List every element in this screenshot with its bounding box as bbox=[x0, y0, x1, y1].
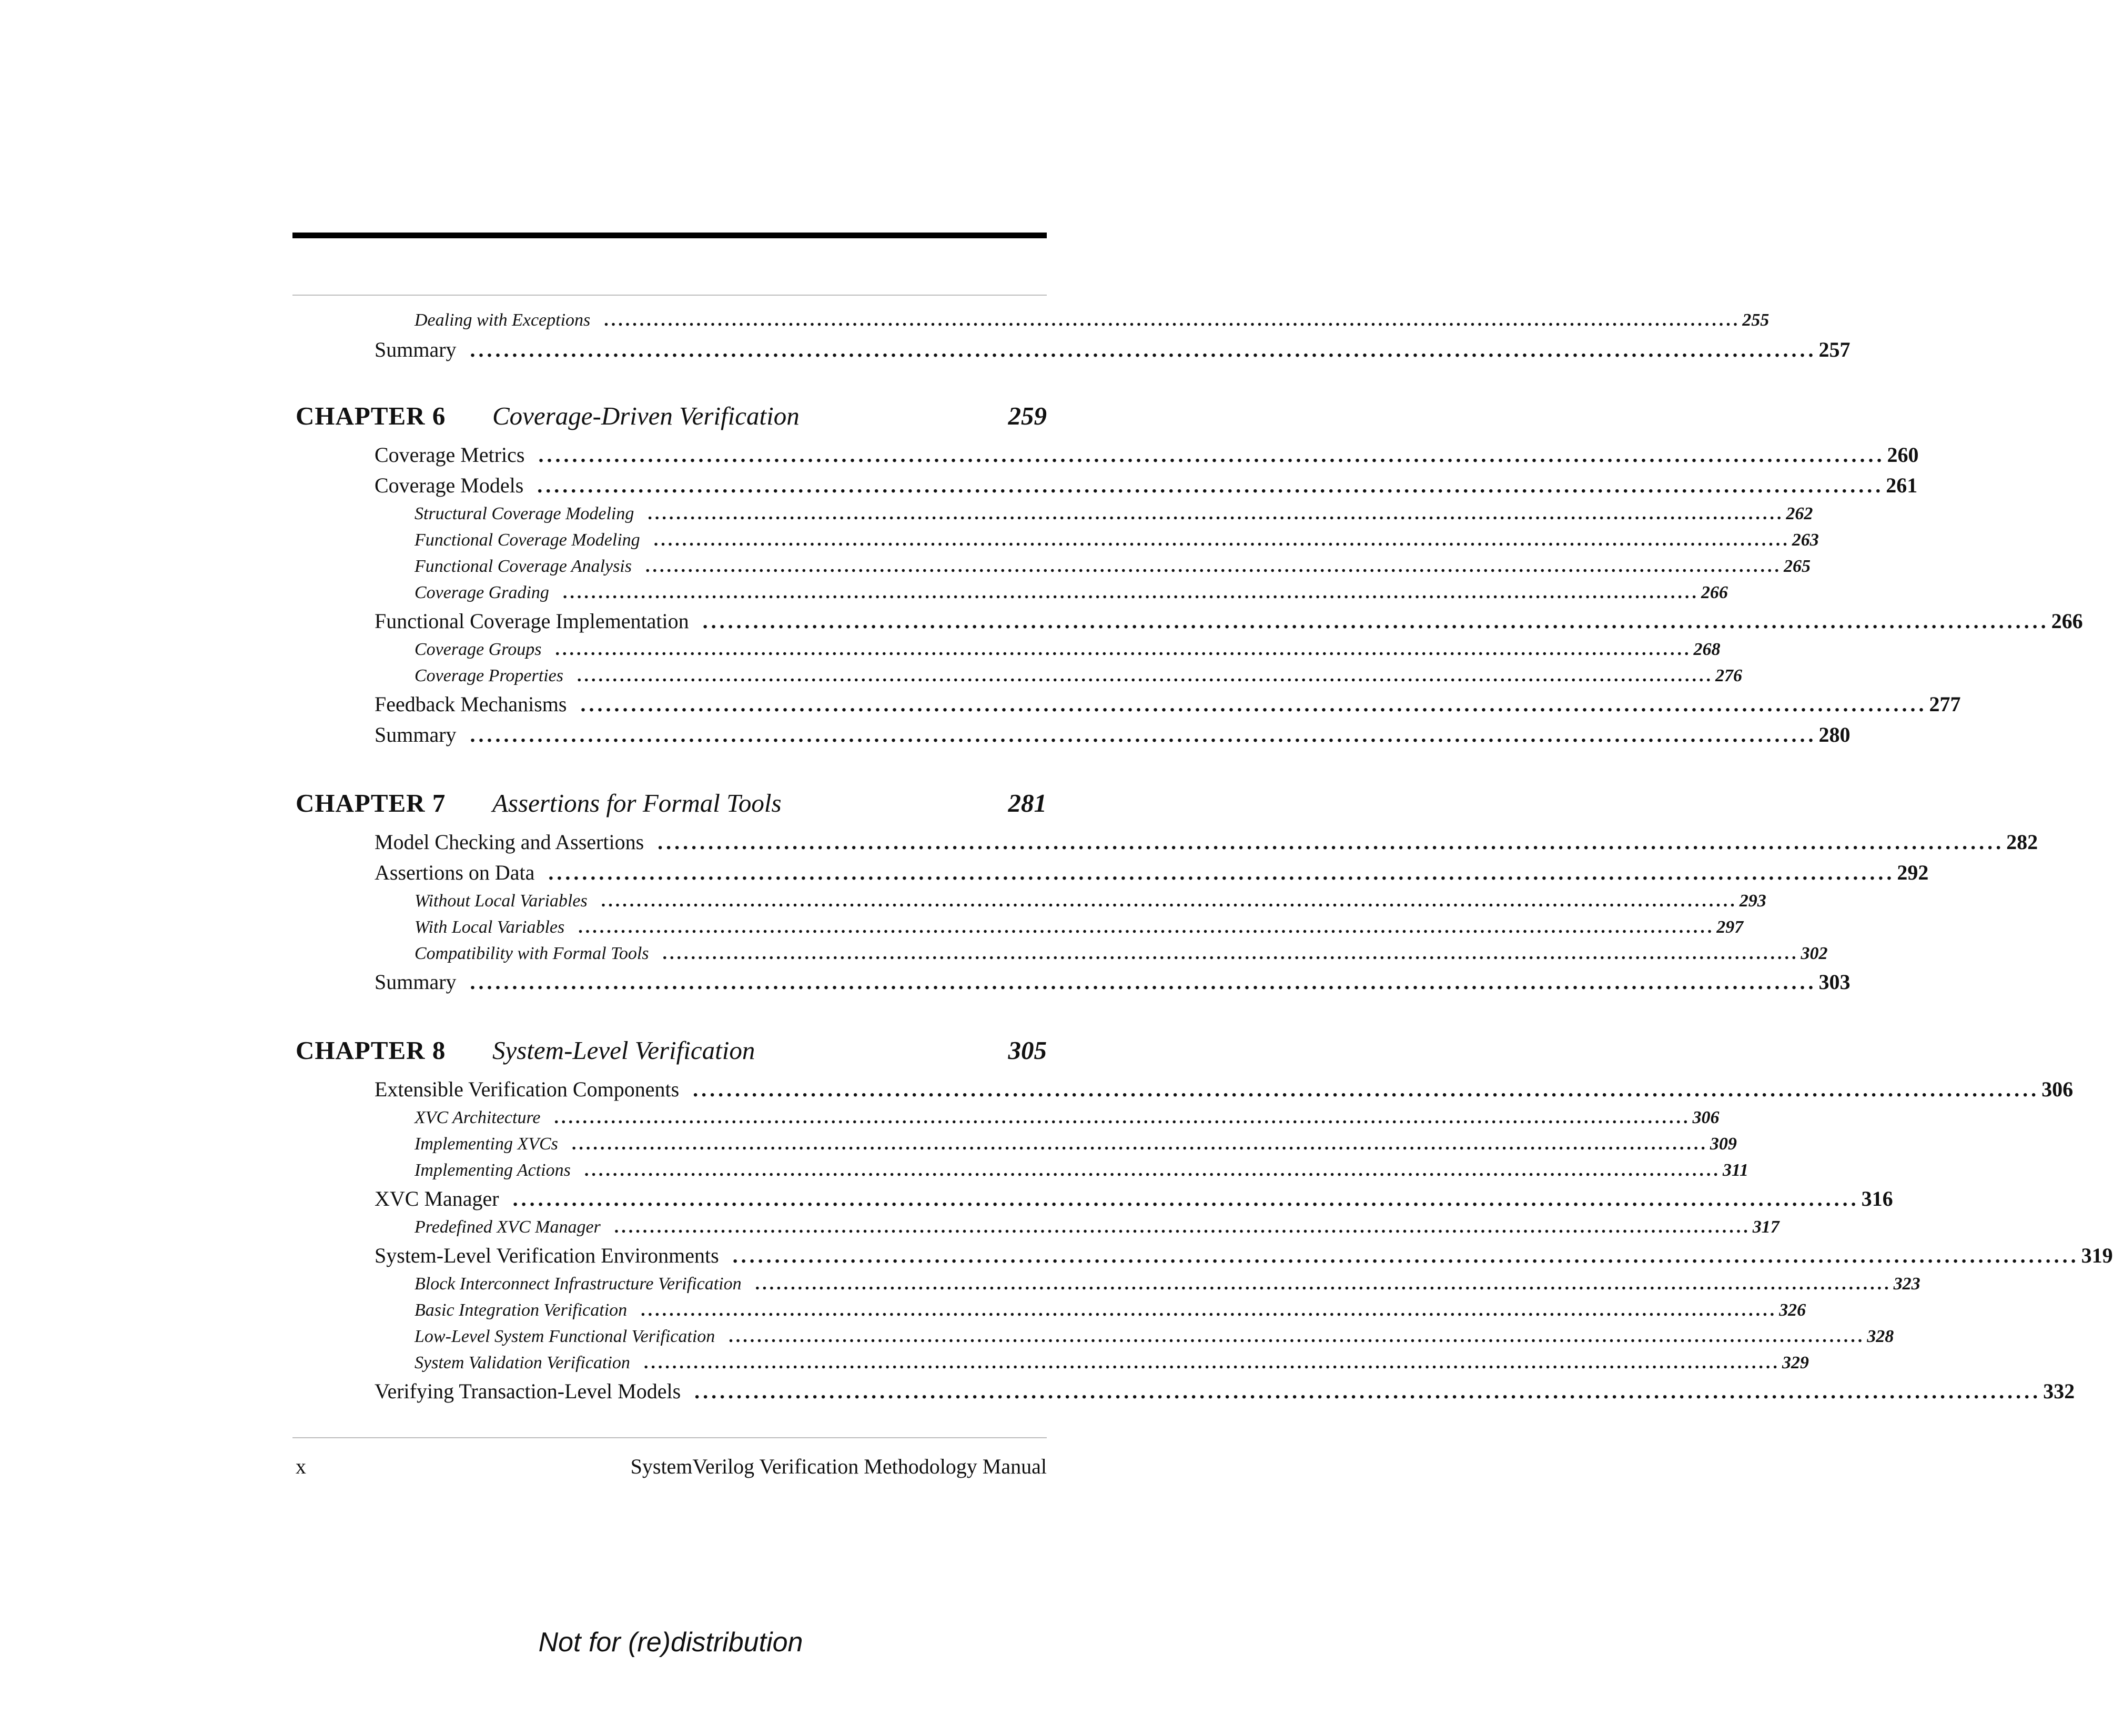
dot-leader: ................................................................................................................................................................ bbox=[729, 1327, 1865, 1346]
chapter-page: 305 bbox=[1008, 1036, 1047, 1065]
toc-entry-label: Block Interconnect Infrastructure Verification bbox=[414, 1274, 742, 1294]
toc-entry-page: 306 bbox=[1692, 1108, 1720, 1127]
toc-entry[interactable] bbox=[414, 1271, 1920, 1297]
chapter-title: Coverage-Driven Verification bbox=[492, 401, 800, 430]
toc-entry-label: Coverage Metrics bbox=[375, 443, 525, 467]
toc-entry-label: System Validation Verification bbox=[414, 1353, 630, 1372]
chapter-number: CHAPTER 8 bbox=[296, 1036, 446, 1065]
dot-leader: ................................................................................................................................................................ bbox=[645, 557, 1782, 576]
toc-entry[interactable] bbox=[375, 335, 1851, 365]
dot-leader: ................................................................................................................................................................ bbox=[470, 723, 1817, 746]
footer-book-title: SystemVerilog Verification Methodology Manual bbox=[630, 1455, 1047, 1478]
dot-leader: ................................................................................................................................................................ bbox=[571, 1134, 1708, 1154]
dot-leader: ................................................................................................................................................................ bbox=[648, 504, 1784, 523]
toc-entry-label: Coverage Properties bbox=[414, 666, 563, 685]
toc-entry[interactable] bbox=[414, 888, 1766, 914]
toc-entry[interactable] bbox=[375, 470, 1918, 501]
chapter-number: CHAPTER 6 bbox=[296, 401, 446, 430]
toc-entry-page: 306 bbox=[2041, 1077, 2074, 1101]
toc-entry-label: Extensible Verification Components bbox=[375, 1077, 680, 1101]
dot-leader: ................................................................................................................................................................ bbox=[580, 692, 1927, 716]
toc-entry-label: Low-Level System Functional Verification bbox=[414, 1327, 715, 1346]
toc-entry-page: 316 bbox=[1861, 1187, 1893, 1210]
toc-entry[interactable] bbox=[375, 720, 1851, 750]
chapter-heading[interactable] bbox=[296, 1032, 1047, 1069]
toc-entry[interactable] bbox=[375, 440, 1919, 470]
toc-entry-page: 266 bbox=[2051, 609, 2083, 633]
toc-entry-page: 261 bbox=[1886, 473, 1918, 497]
toc-entry[interactable] bbox=[414, 914, 1744, 941]
toc-entry[interactable] bbox=[414, 1131, 1737, 1157]
toc-entry[interactable] bbox=[414, 1324, 1894, 1350]
toc-entry-label: Summary bbox=[375, 970, 457, 994]
dot-leader: ................................................................................................................................................................ bbox=[614, 1217, 1751, 1237]
toc-entry-label: XVC Manager bbox=[375, 1187, 499, 1210]
footer-page-number: x bbox=[296, 1455, 306, 1478]
toc-entry-label: Functional Coverage Analysis bbox=[414, 557, 632, 576]
toc-entry[interactable] bbox=[414, 307, 1770, 334]
toc-entry[interactable] bbox=[414, 553, 1811, 580]
dot-leader: ................................................................................................................................................................ bbox=[537, 473, 1884, 497]
toc-entry-page: 260 bbox=[1887, 443, 1919, 467]
toc-entry[interactable] bbox=[414, 1297, 1806, 1324]
dot-leader: ................................................................................................................................................................ bbox=[562, 583, 1699, 602]
toc-entry[interactable] bbox=[414, 637, 1721, 663]
toc-entry-label: Implementing XVCs bbox=[414, 1134, 558, 1154]
toc-entry-page: 326 bbox=[1779, 1300, 1806, 1320]
toc-entry[interactable] bbox=[375, 689, 1961, 720]
toc-entry[interactable] bbox=[414, 941, 1828, 967]
footer-rule bbox=[292, 1437, 1047, 1438]
toc-entry-page: 302 bbox=[1801, 944, 1828, 963]
toc-entry-page: 317 bbox=[1752, 1217, 1780, 1237]
dot-leader: ................................................................................................................................................................ bbox=[643, 1353, 1780, 1372]
dot-leader: ................................................................................................................................................................ bbox=[538, 443, 1885, 467]
toc-entry-label: XVC Architecture bbox=[414, 1108, 541, 1127]
toc-entry-page: 257 bbox=[1818, 338, 1851, 361]
toc-entry-label: Assertions on Data bbox=[375, 861, 535, 884]
toc-entry[interactable] bbox=[375, 967, 1851, 997]
chapter-title: System-Level Verification bbox=[492, 1036, 755, 1065]
toc-entry-page: 280 bbox=[1818, 723, 1851, 746]
toc-entry[interactable] bbox=[375, 1184, 1893, 1214]
toc-entry-label: Structural Coverage Modeling bbox=[414, 504, 634, 523]
toc-entry-page: 255 bbox=[1742, 310, 1770, 330]
toc-entry-label: System-Level Verification Environments bbox=[375, 1244, 719, 1267]
header-thin-rule bbox=[292, 295, 1047, 296]
toc-entry-page: 292 bbox=[1897, 861, 1929, 884]
toc-entry[interactable] bbox=[375, 857, 1929, 888]
toc-entry[interactable] bbox=[414, 580, 1728, 606]
dot-leader: ................................................................................................................................................................ bbox=[470, 970, 1817, 994]
dot-leader: ................................................................................................................................................................ bbox=[601, 891, 1737, 911]
dot-leader: ................................................................................................................................................................ bbox=[555, 640, 1692, 659]
toc-entry-label: Coverage Groups bbox=[414, 640, 542, 659]
toc-entry-page: 303 bbox=[1818, 970, 1851, 994]
watermark-text: Not for (re)distribution bbox=[538, 1627, 803, 1658]
dot-leader: ................................................................................................................................................................ bbox=[470, 338, 1817, 361]
toc-entry[interactable] bbox=[375, 1074, 2074, 1105]
toc-entry[interactable] bbox=[375, 1376, 2075, 1407]
chapter-heading[interactable] bbox=[296, 398, 1047, 435]
toc-entry[interactable] bbox=[375, 606, 2083, 637]
dot-leader: ................................................................................................................................................................ bbox=[554, 1108, 1691, 1127]
dot-leader: ................................................................................................................................................................ bbox=[694, 1379, 2041, 1403]
toc-entry-label: Verifying Transaction-Level Models bbox=[375, 1379, 681, 1403]
toc-entry-label: Feedback Mechanisms bbox=[375, 692, 567, 716]
toc-entry-page: 265 bbox=[1783, 557, 1811, 576]
toc-entry-page: 277 bbox=[1929, 692, 1961, 716]
header-thick-rule bbox=[292, 233, 1047, 238]
dot-leader: ................................................................................................................................................................ bbox=[755, 1274, 1892, 1294]
toc-entry-page: 262 bbox=[1786, 504, 1813, 523]
toc-entry-label: Functional Coverage Modeling bbox=[414, 530, 640, 550]
toc-entry-page: 328 bbox=[1867, 1327, 1894, 1346]
toc-entry[interactable] bbox=[414, 663, 1742, 689]
toc-entry-label: With Local Variables bbox=[414, 917, 565, 937]
toc-entry-page: 266 bbox=[1701, 583, 1728, 602]
toc-entry-page: 309 bbox=[1710, 1134, 1737, 1154]
toc-entry-page: 263 bbox=[1792, 530, 1819, 550]
toc-entry-page: 293 bbox=[1739, 891, 1766, 911]
dot-leader: ................................................................................................................................................................ bbox=[584, 1160, 1721, 1180]
toc-entry-label: Model Checking and Assertions bbox=[375, 830, 644, 854]
chapter-number: CHAPTER 7 bbox=[296, 789, 446, 817]
toc-entry-label: Implementing Actions bbox=[414, 1160, 571, 1180]
toc-entry-label: Basic Integration Verification bbox=[414, 1300, 628, 1320]
dot-leader: ................................................................................................................................................................ bbox=[578, 917, 1715, 937]
chapter-page: 259 bbox=[1008, 401, 1047, 430]
toc-entry[interactable] bbox=[414, 1350, 1809, 1376]
toc-entry-page: 329 bbox=[1782, 1353, 1809, 1372]
toc-entry-label: Compatibility with Formal Tools bbox=[414, 944, 649, 963]
toc-entry[interactable] bbox=[414, 1214, 1780, 1240]
toc-entry-label: Coverage Grading bbox=[414, 583, 549, 602]
chapter-page: 281 bbox=[1008, 789, 1047, 817]
toc-entry[interactable] bbox=[375, 1240, 2113, 1271]
toc-entry-page: 323 bbox=[1893, 1274, 1920, 1294]
toc-entry-page: 268 bbox=[1693, 640, 1721, 659]
toc-entry-page: 332 bbox=[2043, 1379, 2075, 1403]
toc-entry-label: Dealing with Exceptions bbox=[414, 310, 591, 330]
dot-leader: ................................................................................................................................................................ bbox=[577, 666, 1713, 685]
toc-entry[interactable] bbox=[414, 1157, 1748, 1184]
toc-entry-page: 276 bbox=[1715, 666, 1742, 685]
dot-leader: ................................................................................................................................................................ bbox=[512, 1187, 1859, 1210]
toc-entry[interactable] bbox=[414, 501, 1813, 527]
chapter-heading[interactable] bbox=[296, 785, 1047, 822]
dot-leader: ................................................................................................................................................................ bbox=[693, 1077, 2040, 1101]
toc-entry-label: Summary bbox=[375, 338, 457, 361]
dot-leader: ................................................................................................................................................................ bbox=[658, 830, 2005, 854]
toc-entry-label: Without Local Variables bbox=[414, 891, 588, 911]
toc-entry-label: Predefined XVC Manager bbox=[414, 1217, 601, 1237]
toc-entry[interactable] bbox=[375, 827, 2038, 857]
toc-entry-page: 297 bbox=[1716, 917, 1744, 937]
toc-entry-label: Coverage Models bbox=[375, 473, 524, 497]
dot-leader: ................................................................................................................................................................ bbox=[641, 1300, 1777, 1320]
dot-leader: ................................................................................................................................................................ bbox=[702, 609, 2049, 633]
toc-entry-page: 282 bbox=[2006, 830, 2038, 854]
toc-entry-page: 319 bbox=[2081, 1244, 2113, 1267]
dot-leader: ................................................................................................................................................................ bbox=[662, 944, 1799, 963]
toc-entry[interactable] bbox=[414, 527, 1819, 553]
dot-leader: ................................................................................................................................................................ bbox=[653, 530, 1790, 550]
toc-entry[interactable] bbox=[414, 1105, 1720, 1131]
toc-entry-label: Summary bbox=[375, 723, 457, 746]
dot-leader: ................................................................................................................................................................ bbox=[604, 310, 1741, 330]
dot-leader: ................................................................................................................................................................ bbox=[548, 861, 1895, 884]
chapter-title: Assertions for Formal Tools bbox=[492, 789, 782, 817]
toc-entry-label: Functional Coverage Implementation bbox=[375, 609, 689, 633]
dot-leader: ................................................................................................................................................................ bbox=[732, 1244, 2079, 1267]
toc-entry-page: 311 bbox=[1722, 1160, 1748, 1180]
